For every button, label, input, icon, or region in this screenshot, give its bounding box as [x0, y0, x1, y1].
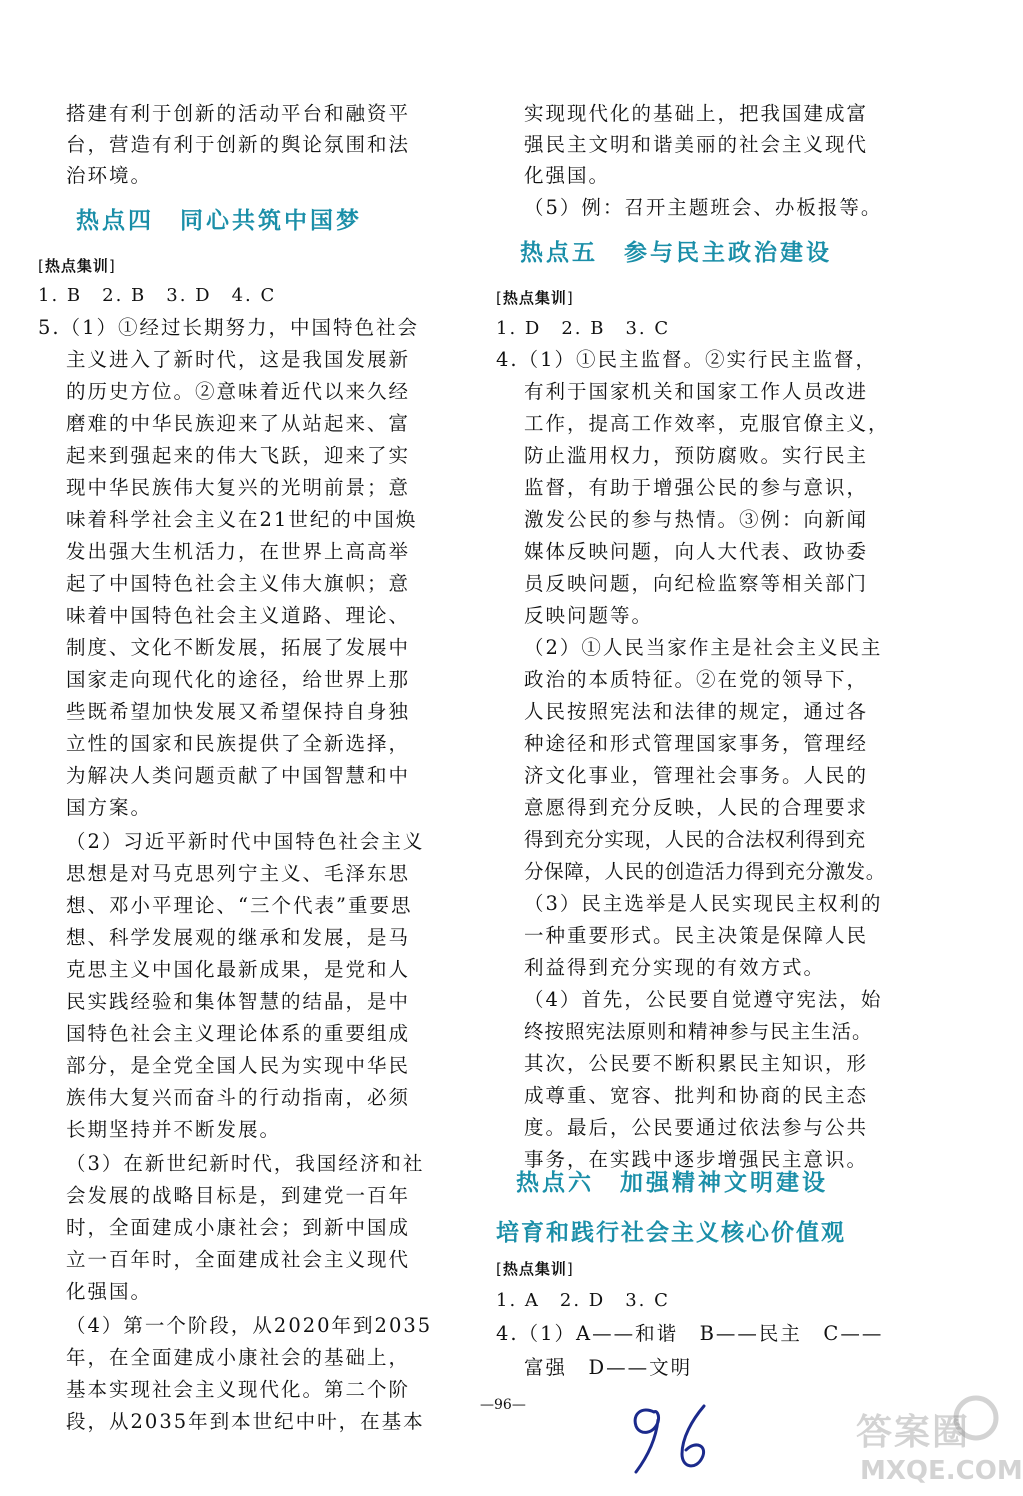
text-line: 制度、文化不断发展，拓展了发展中 — [66, 636, 411, 659]
answer-key: 1. D 2. B 3. C — [496, 318, 671, 339]
text-line: 监督，有助于增强公民的参与意识， — [524, 476, 869, 499]
text-line: 些既希望加快发展又希望保持自身独 — [66, 700, 411, 723]
text-line: 国方案。 — [66, 796, 153, 819]
text-line: 思想是对马克思列宁主义、毛泽东思 — [66, 862, 411, 885]
text-line: 意愿得到充分反映，人民的合理要求 — [524, 796, 869, 819]
text-line: 防止滥用权力，预防腐败。实行民主 — [524, 444, 869, 467]
text-line: （2）习近平新时代中国特色社会主义 — [66, 830, 425, 853]
text-line: 族伟大复兴而奋斗的行动指南，必须 — [66, 1086, 411, 1109]
watermark-url: MXQE.COM — [860, 1456, 1023, 1486]
text-line: 种途径和形式管理国家事务，管理经 — [524, 732, 869, 755]
text-line: 反映问题等。 — [524, 604, 654, 627]
section-label: [热点集训] — [38, 257, 116, 275]
page-number: —96— — [480, 1397, 526, 1413]
text-line: 利益得到充分实现的有效方式。 — [524, 956, 826, 979]
text-line: 长期坚持并不断发展。 — [66, 1118, 282, 1141]
text-line: 国特色社会主义理论体系的重要组成 — [66, 1022, 411, 1045]
text-line: 起了中国特色社会主义伟大旗帜；意 — [66, 572, 411, 595]
text-line: 有利于国家机关和国家工作人员改进 — [524, 380, 869, 403]
text-line: 激发公民的参与热情。③例：向新闻 — [524, 508, 869, 531]
text-line: 事务，在实践中逐步增强民主意识。 — [524, 1148, 869, 1171]
text-line: 终按照宪法原则和精神参与民主生活。 — [524, 1020, 873, 1043]
text-line: 的历史方位。②意味着近代以来久经 — [66, 380, 411, 403]
text-line: 媒体反映问题，向人大代表、政协委 — [524, 540, 869, 563]
answer-key: 1. A 2. D 3. C — [496, 1290, 670, 1311]
text-line: 想、邓小平理论、“三个代表”重要思 — [66, 894, 413, 917]
text-line: 为解决人类问题贡献了中国智慧和中 — [66, 764, 411, 787]
text-line: （4）第一个阶段，从2020年到2035 — [66, 1314, 433, 1337]
text-line: （2）①人民当家作主是社会主义民主 — [524, 636, 883, 659]
text-line: 工作，提高工作效率，克服官僚主义， — [524, 412, 890, 435]
heading-hotspot-6: 热点六 加强精神文明建设 — [516, 1170, 828, 1196]
text-line: 济文化事业，管理社会事务。人民的 — [524, 764, 869, 787]
text-line: 想、科学发展观的继承和发展，是马 — [66, 926, 411, 949]
text-line: 强民主文明和谐美丽的社会主义现代 — [524, 133, 869, 156]
text-line: 4.（1）A——和谐 B——民主 C—— — [496, 1322, 884, 1345]
text-line: 时，全面建成小康社会；到新中国成 — [66, 1216, 411, 1239]
text-line: 起来到强起来的伟大飞跃，迎来了实 — [66, 444, 411, 467]
text-line: 克思主义中国化最新成果，是党和人 — [66, 958, 411, 981]
text-line: 员反映问题，向纪检监察等相关部门 — [524, 572, 869, 595]
text-line: 分保障，人民的创造活力得到充分激发。 — [524, 860, 886, 883]
watermark-text: 答案圈 — [856, 1412, 971, 1453]
text-line: 主义进入了新时代，这是我国发展新 — [66, 348, 411, 371]
text-line: 立一百年时，全面建成社会主义现代 — [66, 1248, 411, 1271]
heading-hotspot-5: 热点五 参与民主政治建设 — [520, 240, 832, 266]
text-line: 人民按照宪法和法律的规定，通过各 — [524, 700, 869, 723]
text-line: 味着中国特色社会主义道路、理论、 — [66, 604, 411, 627]
text-line: 化强国。 — [524, 164, 611, 187]
text-line: 4.（1）①民主监督。②实行民主监督， — [496, 348, 878, 371]
text-line: 一种重要形式。民主决策是保障人民 — [524, 924, 869, 947]
section-label: [热点集训] — [496, 289, 574, 307]
text-line: 现中华民族伟大复兴的光明前景；意 — [66, 476, 411, 499]
text-line: 得到充分实现，人民的合法权利得到充 — [524, 828, 866, 851]
text-line: 磨难的中华民族迎来了从站起来、富 — [66, 412, 411, 435]
text-line: 治环境。 — [66, 164, 153, 187]
text-line: （3）在新世纪新时代，我国经济和社 — [66, 1152, 425, 1175]
text-line: 国家走向现代化的途径，给世界上那 — [66, 668, 411, 691]
heading-hotspot-4: 热点四 同心共筑中国梦 — [76, 208, 362, 234]
text-line: 度。最后，公民要通过依法参与公共 — [524, 1116, 869, 1139]
text-line: （4）首先，公民要自觉遵守宪法，始 — [524, 988, 883, 1011]
text-line: 台，营造有利于创新的舆论氛围和法 — [66, 133, 411, 156]
text-line: 段，从2035年到本世纪中叶，在基本 — [66, 1410, 425, 1433]
text-line: 发出强大生机活力，在世界上高高举 — [66, 540, 411, 563]
text-line: 立性的国家和民族提供了全新选择， — [66, 732, 411, 755]
text-line: 搭建有利于创新的活动平台和融资平 — [66, 102, 411, 125]
text-line: 基本实现社会主义现代化。第二个阶 — [66, 1378, 411, 1401]
text-line: 民实践经验和集体智慧的结晶，是中 — [66, 990, 411, 1013]
subheading-core-values: 培育和践行社会主义核心价值观 — [496, 1220, 846, 1246]
text-line: 会发展的战略目标是，到建党一百年 — [66, 1184, 411, 1207]
text-line: 部分，是全党全国人民为实现中华民 — [66, 1054, 411, 1077]
text-line: 5.（1）①经过长期努力，中国特色社会 — [38, 316, 420, 339]
answer-key: 1. B 2. B 3. D 4. C — [38, 285, 277, 306]
handwritten-page-number — [622, 1398, 732, 1476]
text-line: 味着科学社会主义在21世纪的中国焕 — [66, 508, 418, 531]
text-line: （5）例：召开主题班会、办板报等。 — [524, 196, 883, 219]
text-line: 化强国。 — [66, 1280, 153, 1303]
section-label: [热点集训] — [496, 1260, 574, 1278]
text-line: 年，在全面建成小康社会的基础上， — [66, 1346, 411, 1369]
text-line: 实现现代化的基础上，把我国建成富 — [524, 102, 869, 125]
text-line: 政治的本质特征。②在党的领导下， — [524, 668, 869, 691]
text-line: （3）民主选举是人民实现民主权利的 — [524, 892, 883, 915]
text-line: 富强 D——文明 — [524, 1356, 693, 1379]
text-line: 其次，公民要不断积累民主知识，形 — [524, 1052, 869, 1075]
text-line: 成尊重、宽容、批判和协商的民主态 — [524, 1084, 869, 1107]
